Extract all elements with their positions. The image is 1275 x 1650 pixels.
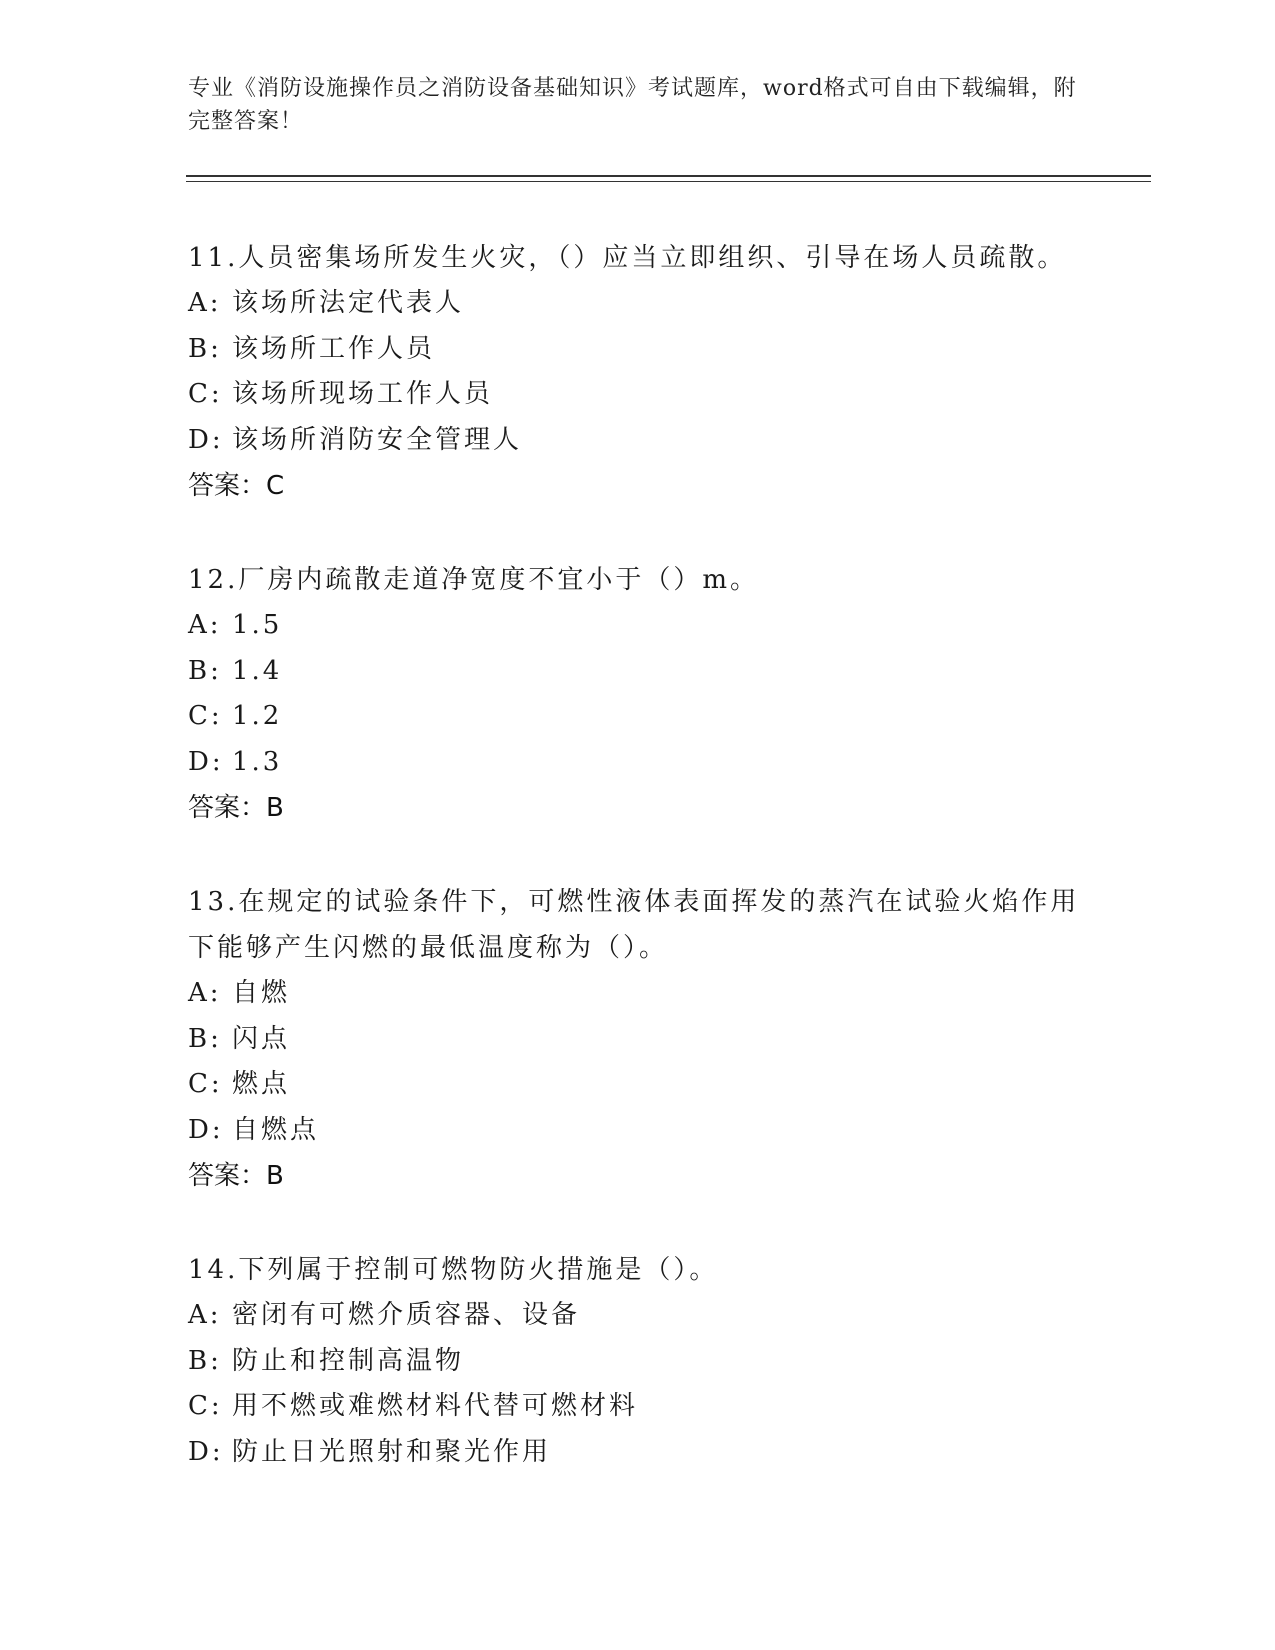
header-divider-thick xyxy=(186,175,1151,177)
option-d xyxy=(188,1430,1088,1476)
question-14 xyxy=(188,1247,1088,1475)
option-letter: A: xyxy=(188,288,222,318)
option-a xyxy=(188,971,1088,1017)
option-a xyxy=(188,281,1088,327)
option-text: 该场所工作人员 xyxy=(232,333,436,364)
option-letter: A: xyxy=(188,1300,222,1330)
option-text: 防止日光照射和聚光作用 xyxy=(232,1436,552,1467)
question-text: 在规定的试验条件下，可燃性液体表面挥发的蒸汽在试验火焰作用下能够产生闪燃的最低温度称为（）。 xyxy=(188,887,1080,963)
option-b xyxy=(188,649,1088,695)
option-letter: A: xyxy=(188,610,222,640)
option-text: 密闭有可燃介质容器、设备 xyxy=(232,1300,581,1330)
question-13 xyxy=(188,879,1088,1199)
option-letter: B: xyxy=(188,1023,222,1054)
question-text: 人员密集场所发生火灾，（）应当立即组织、引导在场人员疏散。 xyxy=(238,243,1067,273)
option-d xyxy=(188,1108,1088,1154)
option-letter: B: xyxy=(188,333,222,364)
option-letter: D: xyxy=(188,1114,224,1145)
option-text: 防止和控制高温物 xyxy=(232,1345,465,1376)
question-stem xyxy=(188,879,1088,971)
option-letter: B: xyxy=(188,1345,222,1376)
option-d xyxy=(188,740,1088,786)
option-text: 该场所现场工作人员 xyxy=(232,379,494,409)
option-a xyxy=(188,603,1088,649)
answer-line: 答案：B xyxy=(188,1161,284,1191)
question-12 xyxy=(188,557,1088,831)
option-a xyxy=(188,1293,1088,1339)
question-number: 12. xyxy=(188,565,239,595)
option-text: 1.3 xyxy=(232,746,283,777)
question-text: 厂房内疏散走道净宽度不宜小于（）m。 xyxy=(238,565,760,595)
option-letter: C: xyxy=(188,379,223,409)
option-d xyxy=(188,418,1088,464)
option-text: 自燃点 xyxy=(232,1114,320,1145)
option-letter: C: xyxy=(188,1069,223,1099)
option-text: 1.2 xyxy=(232,701,283,731)
option-text: 闪点 xyxy=(232,1023,291,1054)
option-text: 自燃 xyxy=(232,978,291,1008)
document-header: 专业《消防设施操作员之消防设备基础知识》考试题库，word格式可自由下载编辑，附完整答案！ xyxy=(188,76,1077,134)
option-b xyxy=(188,327,1088,373)
option-c xyxy=(188,1384,1088,1430)
answer-line: 答案：C xyxy=(188,471,285,501)
option-text: 1.4 xyxy=(232,655,283,686)
option-text: 1.5 xyxy=(232,610,283,640)
option-text: 该场所法定代表人 xyxy=(232,288,465,318)
question-number: 11. xyxy=(188,243,239,273)
option-letter: A: xyxy=(188,978,222,1008)
option-c xyxy=(188,694,1088,740)
question-list xyxy=(188,235,1088,1523)
option-letter: C: xyxy=(188,1391,223,1421)
option-text: 该场所消防安全管理人 xyxy=(232,424,523,455)
question-stem xyxy=(188,1247,1088,1293)
option-letter: B: xyxy=(188,655,222,686)
option-c xyxy=(188,372,1088,418)
header-divider-thin xyxy=(186,181,1151,182)
option-c xyxy=(188,1062,1088,1108)
question-11 xyxy=(188,235,1088,509)
option-letter: C: xyxy=(188,701,223,731)
answer-line: 答案：B xyxy=(188,793,284,823)
question-text: 下列属于控制可燃物防火措施是（）。 xyxy=(238,1255,719,1285)
question-number: 14. xyxy=(188,1255,239,1285)
option-b xyxy=(188,1017,1088,1063)
option-b xyxy=(188,1339,1088,1385)
option-letter: D: xyxy=(188,1436,224,1467)
question-stem xyxy=(188,557,1088,603)
question-number: 13. xyxy=(188,887,239,917)
option-text: 用不燃或难燃材料代替可燃材料 xyxy=(232,1391,639,1421)
option-letter: D: xyxy=(188,424,224,455)
option-text: 燃点 xyxy=(232,1069,291,1099)
question-stem xyxy=(188,235,1088,281)
option-letter: D: xyxy=(188,746,224,777)
